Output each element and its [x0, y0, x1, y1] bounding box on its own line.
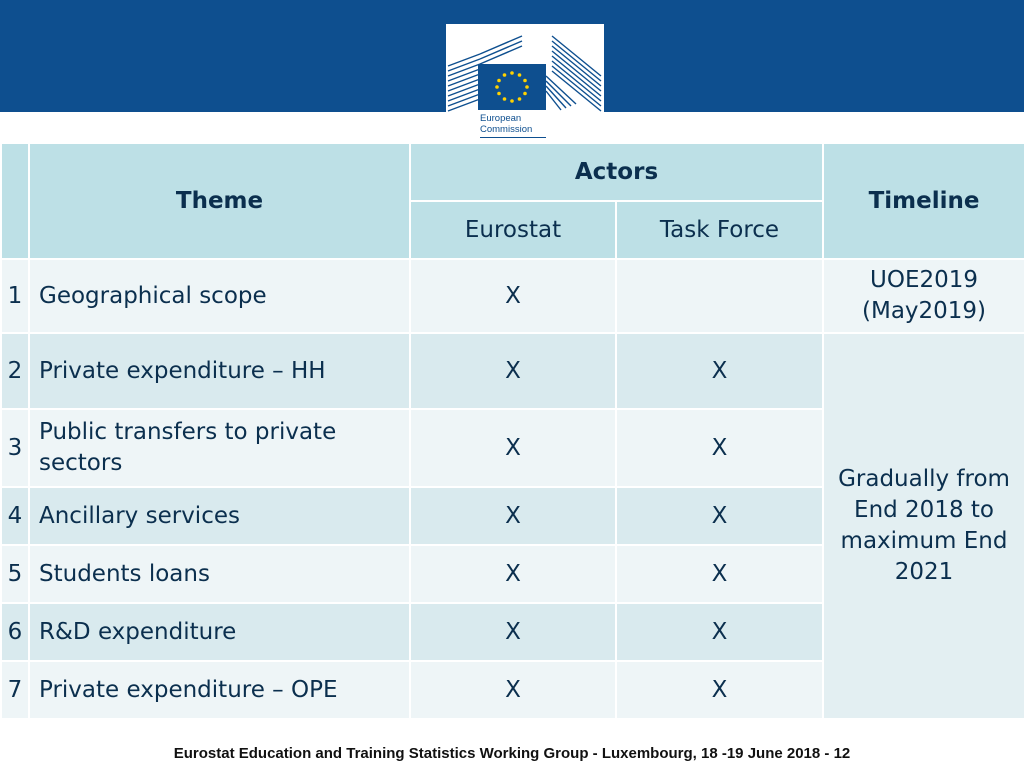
slide-footer: Eurostat Education and Training Statistics Working Group - Luxembourg, 18 -19 June 2018 - 12	[173, 745, 851, 762]
row-timeline: UOE2019 (May2019)	[823, 259, 1024, 333]
row-number: 7	[1, 661, 29, 719]
merged-timeline: Gradually from End 2018 to maximum End 2021	[823, 333, 1024, 719]
logo-line-1: European	[480, 113, 522, 124]
header-theme: Theme	[29, 143, 410, 259]
row-task-force-mark: X	[616, 333, 823, 409]
header-actors: Actors	[410, 143, 823, 201]
berlaymont-building-icon	[446, 24, 604, 114]
row-theme: Private expenditure – OPE	[29, 661, 410, 719]
row-eurostat-mark: X	[410, 545, 616, 603]
logo-wordmark	[480, 113, 532, 135]
row-theme: Geographical scope	[29, 259, 410, 333]
row-eurostat-mark: X	[410, 661, 616, 719]
row-number: 6	[1, 603, 29, 661]
actions-table	[0, 142, 1024, 720]
table-row	[1, 333, 1024, 409]
logo-underline	[480, 137, 546, 138]
header-eurostat: Eurostat	[410, 201, 616, 259]
row-eurostat-mark: X	[410, 409, 616, 487]
row-eurostat-mark: X	[410, 487, 616, 545]
row-eurostat-mark: X	[410, 259, 616, 333]
row-number: 4	[1, 487, 29, 545]
row-theme: Ancillary services	[29, 487, 410, 545]
row-task-force-mark: X	[616, 409, 823, 487]
header-task-force: Task Force	[616, 201, 823, 259]
row-eurostat-mark: X	[410, 333, 616, 409]
row-number: 1	[1, 259, 29, 333]
row-task-force-mark	[616, 259, 823, 333]
row-theme: Students loans	[29, 545, 410, 603]
row-number: 2	[1, 333, 29, 409]
row-number: 5	[1, 545, 29, 603]
row-eurostat-mark: X	[410, 603, 616, 661]
row-task-force-mark: X	[616, 603, 823, 661]
header-number-cell	[1, 143, 29, 259]
row-theme: Public transfers to private sectors	[29, 409, 410, 487]
table-header-row	[1, 143, 1024, 201]
row-task-force-mark: X	[616, 487, 823, 545]
row-task-force-mark: X	[616, 661, 823, 719]
table-row	[1, 259, 1024, 333]
row-theme: R&D expenditure	[29, 603, 410, 661]
row-task-force-mark: X	[616, 545, 823, 603]
row-number: 3	[1, 409, 29, 487]
logo-line-2: Commission	[480, 124, 533, 135]
row-theme: Private expenditure – HH	[29, 333, 410, 409]
european-commission-logo	[446, 24, 604, 142]
header-timeline: Timeline	[823, 143, 1024, 259]
